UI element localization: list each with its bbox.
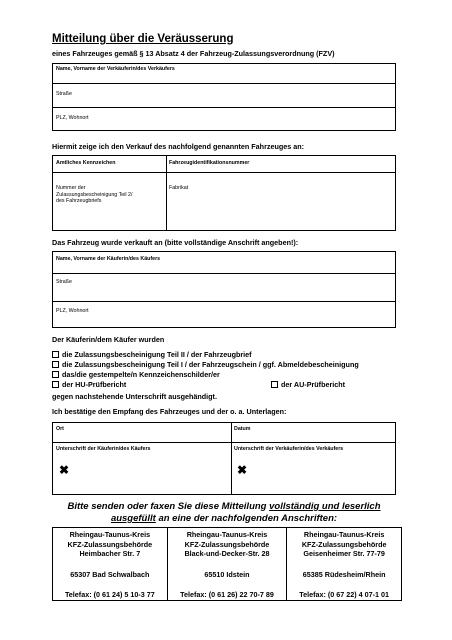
date-label: Datum	[234, 426, 251, 432]
buyer-name-label: Name, Vorname der Käuferin/des Käufers	[56, 256, 161, 262]
vehicle-row-1	[53, 156, 395, 173]
vehicle-intro: Hiermit zeige ich den Verkauf des nachfolgend genannten Fahrzeuges an:	[52, 142, 305, 151]
address-cell: Rheingau-Taunus-Kreis KFZ-Zulassungsbehörde Black-und-Decker-Str. 28 65510 Idstein Telefax: (0 61 26) 22 70-7 89	[167, 528, 287, 601]
address-cell: Rheingau-Taunus-Kreis KFZ-Zulassungsbehörde Geisenheimer Str. 77-79 65385 Rüdesheim/Rhein Telefax: (0 67 22) 4 07-1 01	[287, 528, 402, 601]
buyer-intro: Das Fahrzeug wurde verkauft an (bitte vollständige Anschrift angeben!):	[52, 238, 299, 247]
doc-number-field[interactable]	[53, 173, 167, 230]
notice-line-2: ausgefüllt an eine der nachfolgenden Anschriften:	[110, 513, 338, 524]
seller-box	[52, 63, 396, 131]
make-field[interactable]	[166, 173, 395, 230]
handover-outro: gegen nachstehende Unterschrift ausgehändigt.	[52, 392, 217, 401]
buyer-box	[52, 251, 396, 328]
doc-number-label: Nummer der Zulassungsbescheinigung Teil 2/ des Fahrzeugbriefs	[56, 185, 133, 204]
vin-label: Fahrzeugidentifikationsnummer	[169, 160, 250, 166]
plate-label: Amtliches Kennzeichen	[56, 160, 116, 166]
checkbox-1[interactable]	[52, 351, 59, 358]
handover-item-5[interactable]: der AU-Prüfbericht	[271, 380, 345, 389]
seller-street-field[interactable]	[53, 84, 395, 108]
buyer-street-label: Straße	[56, 279, 72, 285]
vin-field[interactable]	[166, 156, 395, 172]
date-field[interactable]	[231, 423, 395, 442]
seller-city-label: PLZ, Wohnort	[56, 115, 89, 121]
seller-city-field[interactable]	[53, 108, 395, 130]
handover-item-1[interactable]: die Zulassungsbescheinigung Teil II / der Fahrzeugbrief	[52, 350, 252, 359]
buyer-city-field[interactable]	[53, 302, 395, 327]
checkbox-4[interactable]	[52, 381, 59, 388]
checkbox-2[interactable]	[52, 361, 59, 368]
buyer-signature-field[interactable]	[53, 443, 232, 494]
checkbox-5[interactable]	[271, 381, 278, 388]
vehicle-row-2	[53, 173, 395, 230]
checkbox-3[interactable]	[52, 371, 59, 378]
page-title: Mitteilung über die Veräusserung	[52, 33, 234, 45]
address-cell: Rheingau-Taunus-Kreis KFZ-Zulassungsbehörde Heimbacher Str. 7 65307 Bad Schwalbach Telefax: (0 61 24) 5 10-3 77	[53, 528, 168, 601]
seller-name-field[interactable]	[53, 64, 395, 84]
seller-name-label: Name, Vorname der Verkäuferin/des Verkäufers	[56, 66, 175, 72]
place-label: Ort	[56, 426, 64, 432]
make-label: Fabrikat	[169, 185, 189, 191]
seller-signature-field[interactable]	[231, 443, 395, 494]
signature-box	[52, 422, 396, 495]
place-date-row	[53, 423, 395, 443]
confirm-text: Ich bestätige den Empfang des Fahrzeuges und der o. a. Unterlagen:	[52, 407, 287, 416]
notice-line-1: Bitte senden oder faxen Sie diese Mitteilung vollständig und leserlich	[67, 501, 381, 512]
handover-intro: Der Käuferin/dem Käufer wurden	[52, 335, 165, 344]
signature-cross-icon: ✖	[237, 463, 248, 477]
seller-street-label: Straße	[56, 91, 72, 97]
place-field[interactable]	[53, 423, 232, 442]
handover-item-4[interactable]: der HU-Prüfbericht	[52, 380, 126, 389]
vehicle-box	[52, 155, 396, 231]
plate-field[interactable]	[53, 156, 167, 172]
handover-item-3[interactable]: das/die gestempelte/n Kennzeichenschilder/er	[52, 370, 220, 379]
page-subtitle: eines Fahrzeuges gemäß § 13 Absatz 4 der Fahrzeug-Zulassungsverordnung (FZV)	[52, 49, 335, 58]
buyer-name-field[interactable]	[53, 252, 395, 274]
seller-signature-label: Unterschrift der Verkäuferin/des Verkäufers	[234, 446, 344, 452]
buyer-street-field[interactable]	[53, 274, 395, 302]
signature-row	[53, 443, 395, 494]
buyer-city-label: PLZ, Wohnort	[56, 308, 89, 314]
address-table	[52, 527, 402, 601]
buyer-signature-label: Unterschrift der Käuferin/des Käufers	[56, 446, 151, 452]
signature-cross-icon: ✖	[59, 463, 70, 477]
handover-item-2[interactable]: die Zulassungsbescheinigung Teil I / der Fahrzeugschein / ggf. Abmeldebescheinigung	[52, 360, 359, 369]
